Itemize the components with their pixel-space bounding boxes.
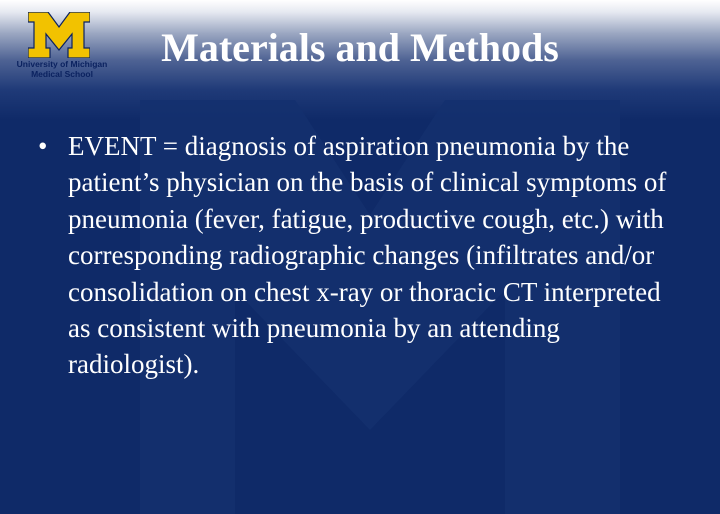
block-m-icon [28,12,90,58]
logo-school-text: Medical School [31,69,93,79]
slide-title: Materials and Methods [161,25,559,70]
logo-university-text: University of Michigan [16,59,108,69]
bullet-marker: • [38,131,48,161]
bullet-item [38,128,688,383]
bullet-list [38,128,688,383]
bullet-text: EVENT = diagnosis of aspiration pneumonia by the patient’s physician on the basis of clinical symptoms of pneumonia (fever, fatigue, productive cough, etc.) with corresponding radiographic changes (infiltrates and/or consolidation on chest x-ray or thoracic CT interpreted as consistent with pneumonia by an attending radiologist). [68,131,667,380]
university-logo [12,12,112,92]
